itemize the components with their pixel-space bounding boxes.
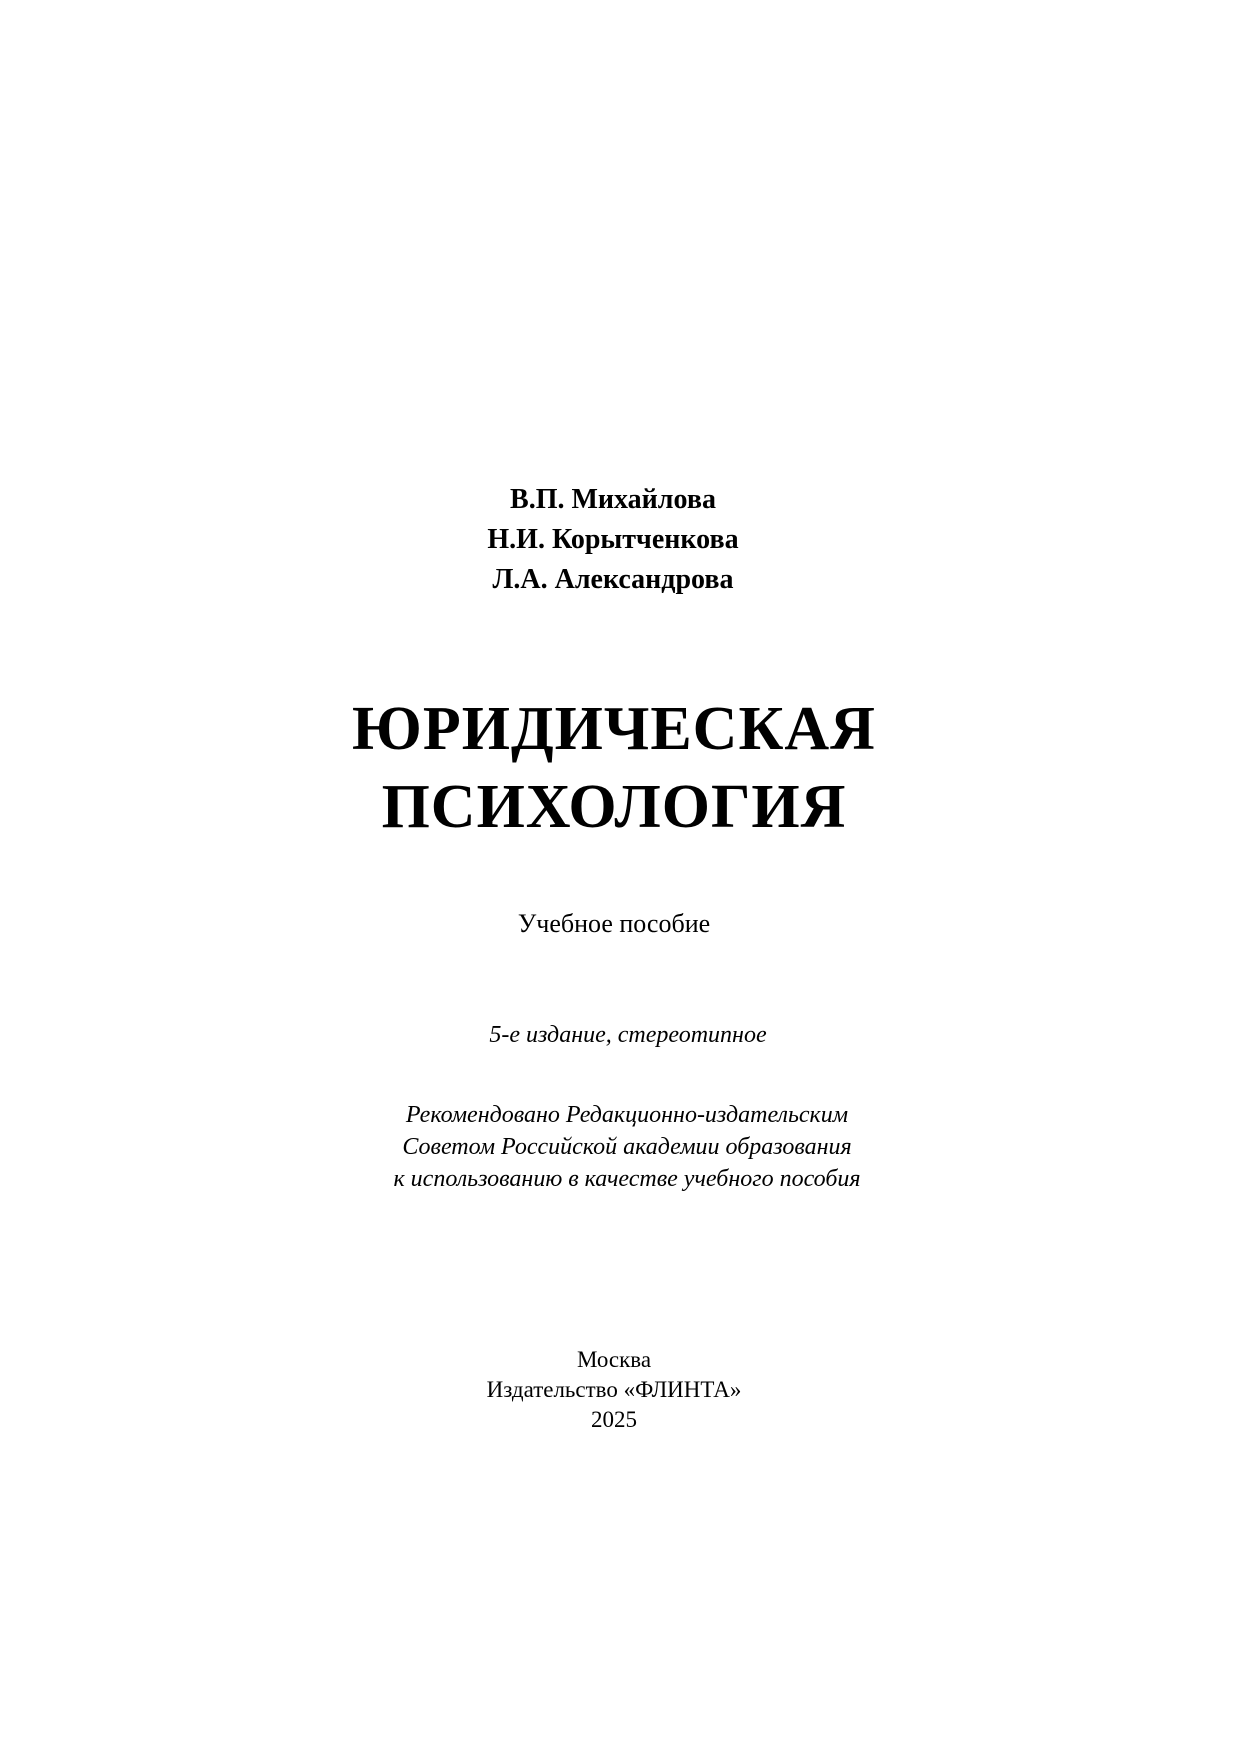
recommendation-line-2: Советом Российской академии образования — [402, 1134, 852, 1160]
recommendation-line-1: Рекомендовано Редакционно-издательским — [405, 1102, 849, 1128]
book-subtitle: Учебное пособие — [517, 909, 711, 938]
edition-note: 5-е издание, стереотипное — [489, 1022, 767, 1048]
imprint-publisher: Издательство «ФЛИНТА» — [486, 1377, 742, 1402]
author-2: Н.И. Корытченкова — [487, 524, 739, 555]
imprint-city: Москва — [576, 1347, 652, 1372]
author-1: В.П. Михайлова — [510, 484, 716, 515]
book-title-line-1: ЮРИДИЧЕСКАЯ — [352, 695, 876, 763]
book-title-line-2: ПСИХОЛОГИЯ — [381, 773, 847, 841]
imprint-year: 2025 — [591, 1407, 637, 1432]
recommendation-line-3: к использованию в качестве учебного пособия — [393, 1166, 861, 1192]
author-3: Л.А. Александрова — [492, 564, 734, 595]
